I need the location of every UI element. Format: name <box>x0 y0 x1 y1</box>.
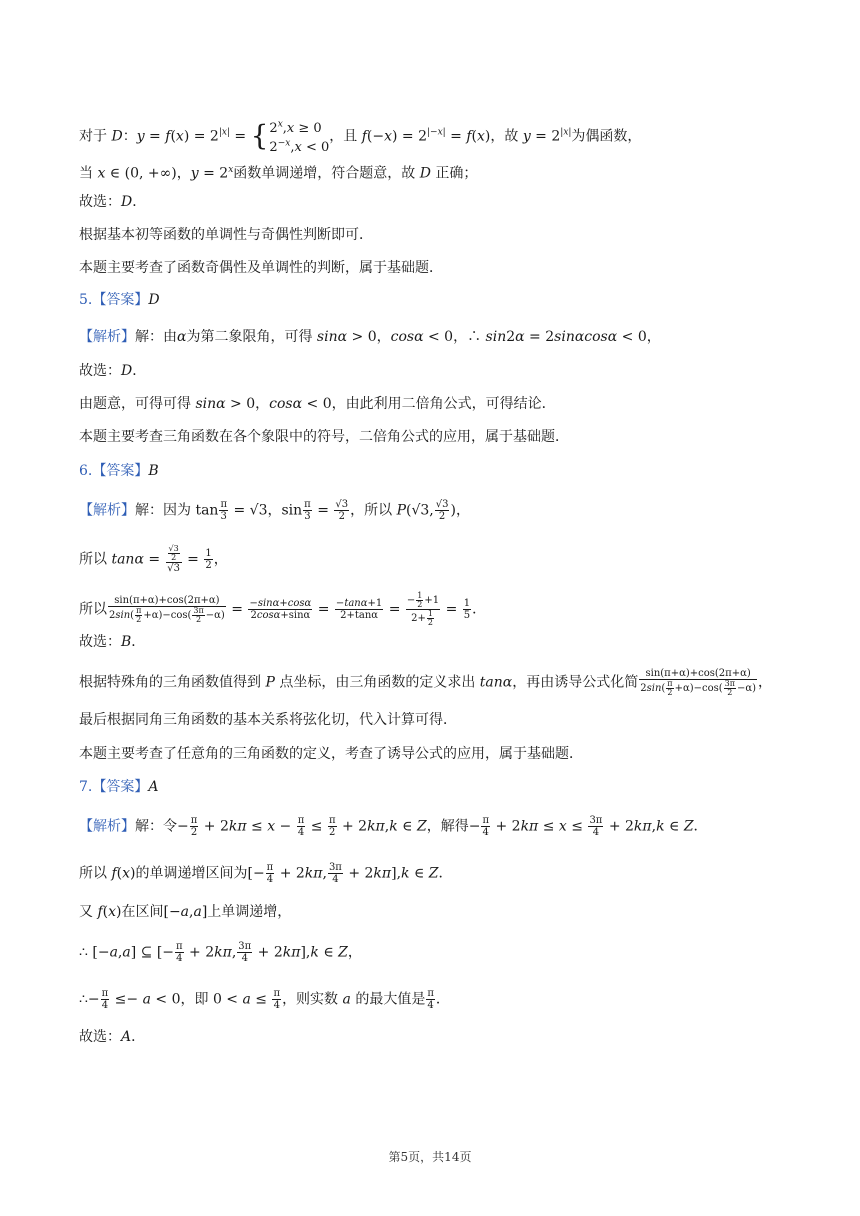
answer-heading-5: 5.【答案】D <box>79 292 160 308</box>
text-line: ∴ [−a,a] ⊆ [− $\frac{\pi}{4}$ + 2kπ, $\frac{3\pi}{4}$ + 2kπ],k ∈ Z， <box>79 941 362 964</box>
text-line: 故选：A． <box>79 1029 146 1045</box>
text-line: 【解析】解：由α为第二象限角，可得 sinα > 0，cosα < 0，∴ sin2α = 2sinαcosα < 0， <box>79 329 661 345</box>
text-line: 最后根据同角三角函数的基本关系将弦化切，代入计算可得． <box>79 712 457 728</box>
brace: { <box>250 119 269 153</box>
text-line: 所以 sin(π+α)+cos(2π+α) 2sin( $\frac{\pi}{2}$ +α)−cos( $\frac{3\pi}{2}$ −α) = $\frac{-\sin\alpha+\cos\alpha}{2\cos\alpha+\sin\alpha}$ = $\frac{-\tan\alpha+1}{2+\tan\alpha}$ = − $\frac{1}{2}$ +1 2+ $\frac{1}{2}$ = $\frac{1}{5}$ ． <box>79 591 487 627</box>
text-line: 本题主要考查了函数奇偶性及单调性的判断，属于基础题． <box>79 260 443 276</box>
text-line: 故选：B． <box>79 634 146 650</box>
text-line: 当 x ∈ (0, +∞)，$y = 2^x$函数单调递增，符合题意，故 D 正确； <box>79 165 478 182</box>
text-line: 【解析】解：因为 tan $\frac{\pi}{3}$ = √3，sin $\frac{\pi}{3}$ = $\frac{√3}{2}$ ，所以 P(√3, $\frac{√3}{2}$ )， <box>79 499 470 522</box>
page-footer: 第5页，共14页 <box>388 1150 472 1164</box>
text-line: 所以 f(x)的单调递增区间为[− $\frac{\pi}{4}$ + 2kπ, $\frac{3\pi}{4}$ + 2kπ],k ∈ Z． <box>79 862 453 885</box>
text-line: 对于 D：$y = f(x) = 2^{|x|} = \{2^x,x \ge 0$ $2^{-x},x < 0$，且 $f(-x) = 2^{|-x|} = f(x)$，故 $y = 2^{|x|}$为偶函数， <box>79 119 642 155</box>
text-line: 又 f(x)在区间[−a,a]上单调递增， <box>79 904 292 920</box>
text-line: 故选：D． <box>79 194 147 210</box>
text-line: 由题意，可得可得 sinα > 0，cosα < 0，由此利用二倍角公式，可得结论． <box>79 396 556 412</box>
piecewise-cases: $2^x,x \ge 0$ $2^{-x},x < 0$ <box>269 120 330 155</box>
text-line: 本题主要考查了任意角的三角函数的定义，考查了诱导公式的应用，属于基础题． <box>79 746 583 762</box>
text-line: 故选：D． <box>79 363 147 379</box>
text-line: 所以 tanα = $\frac{\frac{√3}{2}}{√3}$ = $\frac{1}{2}$ ， <box>79 544 228 574</box>
text-line: 【解析】解：令− $\frac{\pi}{2}$ + 2kπ ≤ x − $\frac{\pi}{4}$ ≤ $\frac{\pi}{2}$ + 2kπ,k ∈ Z，解得− $\frac{\pi}{4}$ + 2kπ ≤ x ≤ $\frac{3\pi}{4}$ + 2kπ,k ∈ Z． <box>79 815 708 838</box>
text-line: ∴− $\frac{\pi}{4}$ ≤− a < 0，即 0 < a ≤ $\frac{\pi}{4}$ ，则实数 a 的最大值是 $\frac{\pi}{4}$ ． <box>79 988 450 1011</box>
text-line: 根据特殊角的三角函数值得到 P 点坐标，由三角函数的定义求出 tanα，再由诱导公式化简 sin(π+α)+cos(2π+α) 2sin( $\frac{\pi}{2}$ +α)−cos( $\frac{3\pi}{2}$ −α) ， <box>79 668 773 697</box>
text-line: 本题主要考查三角函数在各个象限中的符号，二倍角公式的应用，属于基础题． <box>79 429 569 445</box>
text-line: 根据基本初等函数的单调性与奇偶性判断即可． <box>79 227 373 243</box>
answer-heading-7: 7.【答案】A <box>79 779 159 795</box>
answer-heading-6: 6.【答案】B <box>79 463 159 479</box>
